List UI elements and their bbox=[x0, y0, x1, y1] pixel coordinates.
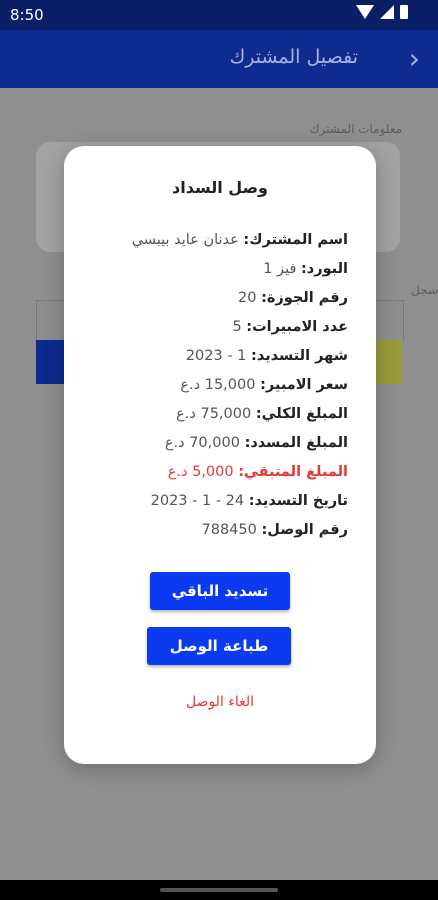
row-paid-amount bbox=[86, 435, 348, 464]
row-subscriber-name bbox=[86, 232, 348, 261]
receipt-number-value: 788450 bbox=[201, 522, 257, 538]
row-receipt-number bbox=[86, 522, 348, 551]
section-label: معلومات المشترك bbox=[309, 122, 402, 136]
total-amount-label: المبلغ الكلي: bbox=[255, 406, 348, 422]
payment-month-label: شهر التسديد: bbox=[251, 348, 348, 364]
paid-amount-label: المبلغ المسدد: bbox=[244, 435, 348, 451]
remaining-amount-value: 5,000 د.ع bbox=[167, 464, 234, 480]
subscriber-name-value: عدنان عايد بيبسي bbox=[131, 232, 239, 248]
receipt-number-label: رقم الوصل: bbox=[261, 522, 348, 538]
row-payment-month bbox=[86, 348, 348, 377]
row-amperes bbox=[86, 319, 348, 348]
payment-date-value: 24 - 1 - 2023 bbox=[150, 493, 245, 509]
payment-month-value: 1 - 2023 bbox=[185, 348, 247, 364]
battery-icon bbox=[400, 5, 408, 19]
row-slot-number bbox=[86, 290, 348, 319]
paid-amount-value: 70,000 د.ع bbox=[164, 435, 240, 451]
ampere-price-value: 15,000 د.ع bbox=[180, 377, 256, 393]
cancel-receipt-button[interactable]: الغاء الوصل bbox=[185, 694, 255, 710]
page-title: تفصيل المشترك bbox=[229, 46, 358, 68]
dialog-title: وصل السداد bbox=[172, 178, 268, 197]
slot-number-label: رقم الجوزة: bbox=[261, 290, 348, 306]
slot-number-value: 20 bbox=[238, 290, 257, 306]
print-receipt-button[interactable]: طباعة الوصل bbox=[147, 627, 291, 665]
pay-remaining-button[interactable]: تسديد الباقي bbox=[150, 572, 290, 610]
ampere-price-label: سعر الامبير: bbox=[260, 377, 348, 393]
remaining-amount-label: المبلغ المتبقي: bbox=[238, 464, 348, 480]
row-ampere-price bbox=[86, 377, 348, 406]
wifi-icon bbox=[356, 5, 374, 19]
amperes-label: عدد الامبيرات: bbox=[246, 319, 348, 335]
system-nav-bar bbox=[0, 880, 438, 900]
subscriber-name-label: اسم المشترك: bbox=[243, 232, 348, 248]
row-payment-date bbox=[86, 493, 348, 522]
back-chevron-icon[interactable]: › bbox=[408, 42, 420, 75]
row-remaining-amount bbox=[86, 464, 348, 493]
row-board bbox=[86, 261, 348, 290]
app-bar bbox=[0, 30, 438, 88]
signal-icon bbox=[380, 5, 394, 19]
board-label: البورد: bbox=[300, 261, 348, 277]
total-amount-value: 75,000 د.ع bbox=[176, 406, 252, 422]
receipt-details bbox=[86, 232, 348, 551]
status-icons bbox=[356, 5, 408, 19]
receipt-dialog bbox=[64, 146, 376, 764]
table-accent-blue bbox=[36, 340, 66, 384]
payment-date-label: تاريخ التسديد: bbox=[248, 493, 348, 509]
status-time: 8:50 bbox=[10, 6, 44, 24]
history-label: سجل bbox=[411, 283, 438, 297]
home-gesture-handle[interactable] bbox=[160, 888, 278, 892]
board-value: فيز 1 bbox=[263, 261, 297, 277]
status-bar bbox=[0, 0, 438, 30]
amperes-value: 5 bbox=[232, 319, 242, 335]
row-total-amount bbox=[86, 406, 348, 435]
